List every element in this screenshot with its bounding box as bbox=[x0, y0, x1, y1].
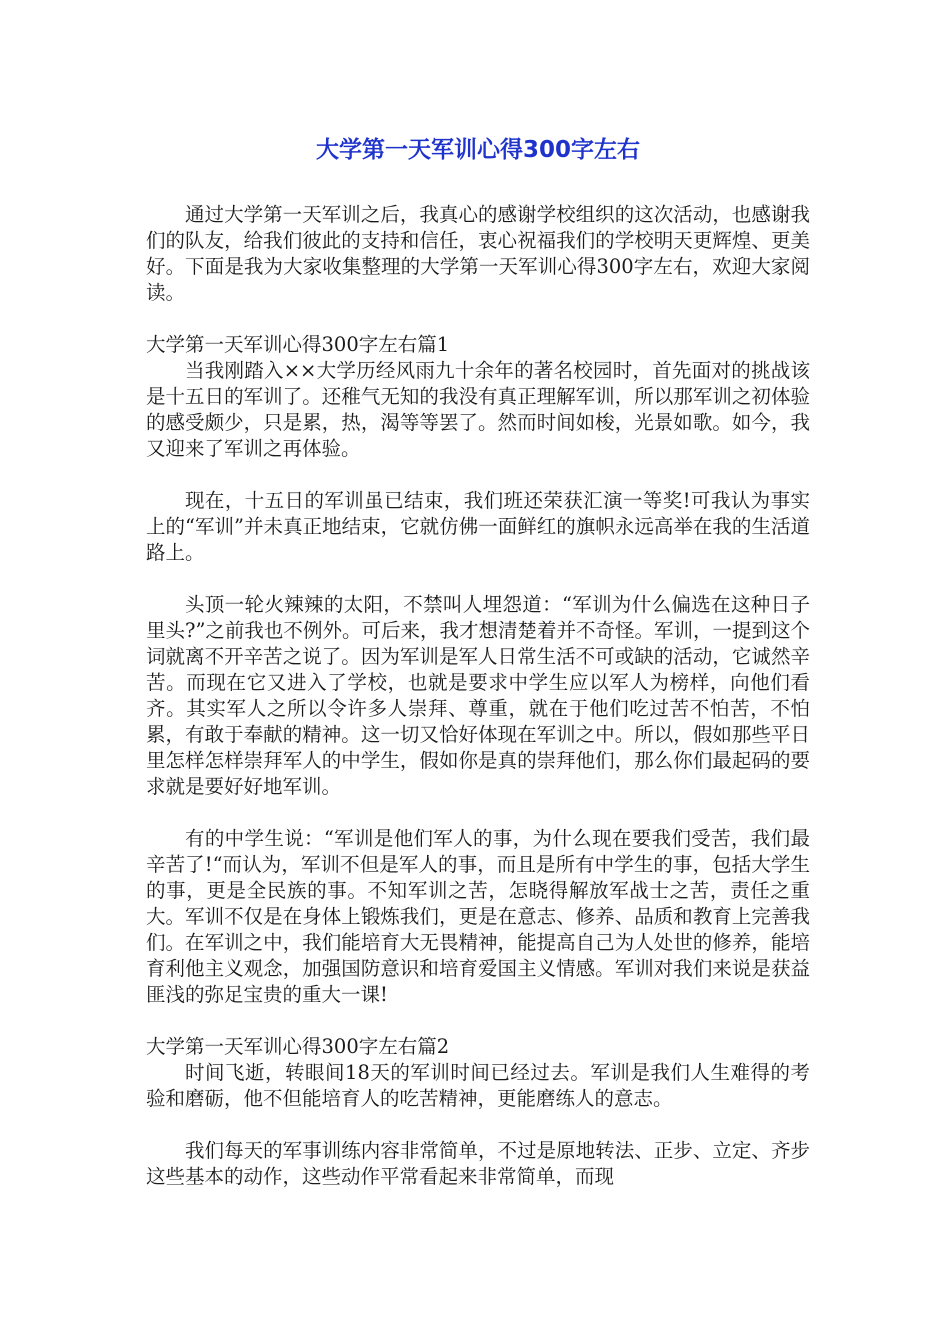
section1-paragraph-4: 有的中学生说：“军训是他们军人的事，为什么现在要我们受苦，我们最辛苦了!“而认为，军训不但是军人的事，而且是所有中学生的事，包括大学生的事，更是全民族的事。不知军训之苦，怎晓得解放军战士之苦，责任之重大。军训不仅是在身体上锻炼我们，更是在意志、修养、品质和教育上完善我们。在军训之中，我们能培育大无畏精神，能提高自己为人处世的修养，能培育利他主义观念，加强国防意识和培育爱国主义情感。军训对我们来说是获益匪浅的弥足宝贵的重大一课! bbox=[146, 827, 810, 1006]
section1-paragraph-3: 头顶一轮火辣辣的太阳，不禁叫人埋怨道：“军训为什么偏选在这种日子里头?”之前我也不例外。可后来，我才想清楚着并不奇怪。军训，一提到这个词就离不开辛苦之说了。因为军训是军人日常生活不可或缺的活动，它诚然辛苦。而现在它又进入了学校，也就是要求中学生应以军人为榜样，向他们看齐。其实军人之所以令许多人崇拜、尊重，就在于他们吃过苦不怕苦，不怕累，有敢于奉献的精神。这一切又恰好体现在军训之中。所以，假如那些平日里怎样怎样崇拜军人的中学生，假如你是真的崇拜他们，那么你们最起码的要求就是要好好地军训。 bbox=[146, 593, 810, 798]
section1-paragraph-1: 当我刚踏入××大学历经风雨九十余年的著名校园时，首先面对的挑战该是十五日的军训了。还稚气无知的我没有真正理解军训，所以那军训之初体验的感受颇少，只是累，热，渴等等罢了。然而时间如梭，光景如歌。如今，我又迎来了军训之再体验。 bbox=[146, 359, 810, 460]
section2-paragraph-2: 我们每天的军事训练内容非常简单，不过是原地转法、正步、立定、齐步这些基本的动作，这些动作平常看起来非常简单，而现 bbox=[146, 1139, 810, 1188]
document-title: 大学第一天军训心得300字左右 bbox=[315, 137, 640, 163]
document-body bbox=[146, 130, 810, 1216]
section-heading-2: 大学第一天军训心得300字左右篇2 bbox=[146, 1035, 450, 1058]
section1-paragraph-2: 现在，十五日的军训虽已结束，我们班还荣获汇演一等奖!可我认为事实上的“军训”并未真正地结束，它就仿佛一面鲜红的旗帜永远高举在我的生活道路上。 bbox=[146, 489, 810, 564]
intro-paragraph: 通过大学第一天军训之后，我真心的感谢学校组织的这次活动，也感谢我们的队友，给我们彼此的支持和信任，衷心祝福我们的学校明天更辉煌、更美好。下面是我为大家收集整理的大学第一天军训心得300字左右，欢迎大家阅读。 bbox=[146, 203, 810, 304]
section-heading-1: 大学第一天军训心得300字左右篇1 bbox=[146, 333, 450, 356]
section2-paragraph-1: 时间飞逝，转眼间18天的军训时间已经过去。军训是我们人生难得的考验和磨砺，他不但能培育人的吃苦精神，更能磨练人的意志。 bbox=[146, 1061, 810, 1110]
